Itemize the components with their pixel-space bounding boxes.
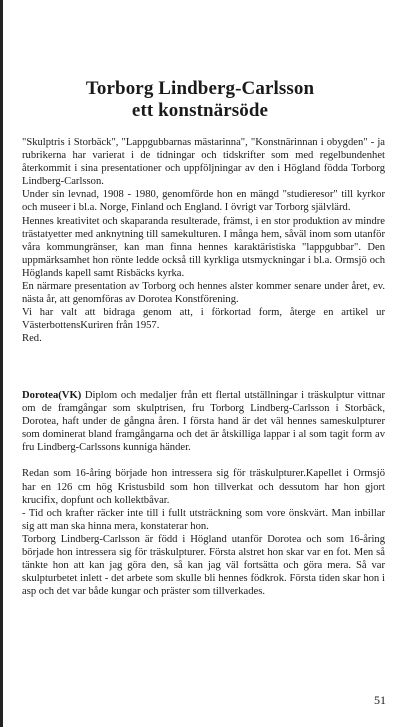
intro-paragraph: Hennes kreativitet och skaparanda resulterade, främst, i en stor produktion av mindre trästatyetter med anknytning till samekulturen. I många hem, såväl inom som utanför våra kommungränser, kan man finna hennes karaktäristiska "lappgubbar". Den uppmärksamhet hon rönte ledde också till kyrkliga utsmyckningar i bl.a. Ormsjö och Höglands kapell samt Risbäcks kyrka. <box>22 215 385 279</box>
title-line-1: Torborg Lindberg-Carlsson <box>85 78 315 99</box>
article-paragraph: Torborg Lindberg-Carlsson är född i Högland utanför Dorotea och som 16-åring började hon intressera sig för träskulpturer. Första alstret hon skar var en fot. Men så tänkte hon att kan jag göra den, så kan jag väl fortsätta och göra mera. Så var skulpturbetet inlett - det arbete som skulle bli hennes födkrok. Första tiden skar hon i asp och det var både kungar och präster som tillverkades. <box>22 533 385 598</box>
intro-paragraph: En närmare presentation av Torborg och hennes alster kommer senare under året, ev. nästa år, att genomföras av Dorotea Konstförening. <box>22 281 385 306</box>
reprinted-article <box>22 389 385 598</box>
article-lead-text: Diplom och medaljer från ett flertal utställningar i träskulptur vittnar om de framgångar som skulptrisen, fru Torborg Lindberg-Carlsson i Storbäck, Dorotea, haft under de gångna åren. I första hand är det väl hennes sameskulpturer som dominerat bland framgångarna och det är åtskilliga lappar i al som tagit form av fru Lindberg-Carlssons kunniga händer. <box>22 390 385 454</box>
editorial-intro <box>22 136 385 346</box>
article-title <box>0 78 400 122</box>
editor-signature: Red. <box>22 333 42 345</box>
article-paragraph: Redan som 16-åring började hon intressera sig för träskulpturer.Kapellet i Ormsjö har en 126 cm hög Kristusbild som hon tillverkat och dessutom har hon gjort krucifix, dopfunt och kollektbåvar. <box>22 468 385 506</box>
page-number: 51 <box>374 693 386 707</box>
paragraph-gap <box>22 454 385 467</box>
article-paragraph <box>22 389 385 454</box>
intro-paragraph: Under sin levnad, 1908 - 1980, genomförde hon en mängd "studieresor" till kyrkor och museer i bl.a. Norge, Finland och England. I övrigt var Torborg självlärd. <box>22 189 385 214</box>
title-line-2: ett konstnärsöde <box>131 100 269 121</box>
intro-paragraph: Vi har valt att bidraga genom att, i förkortad form, återge en artikel ur VästerbottensKuriren från 1957. <box>22 307 385 332</box>
article-paragraph: - Tid och krafter räcker inte till i fullt utsträckning som vore önskvärt. Man inbillar sig att man ska hinna mera, konstaterar hon. <box>22 507 385 532</box>
article-source: Dorotea(VK) <box>22 390 82 401</box>
intro-paragraph: "Skulptris i Storbäck", "Lappgubbarnas mästarinna", "Konstnärinnan i obygden" - ja rubrikerna har varierat i de tidningar och tidskrifter som med regelbundenhet återkommit i sina presentationer och uppföljningar av den i Högland födda Torborg Lindberg-Carlsson. <box>22 137 385 188</box>
